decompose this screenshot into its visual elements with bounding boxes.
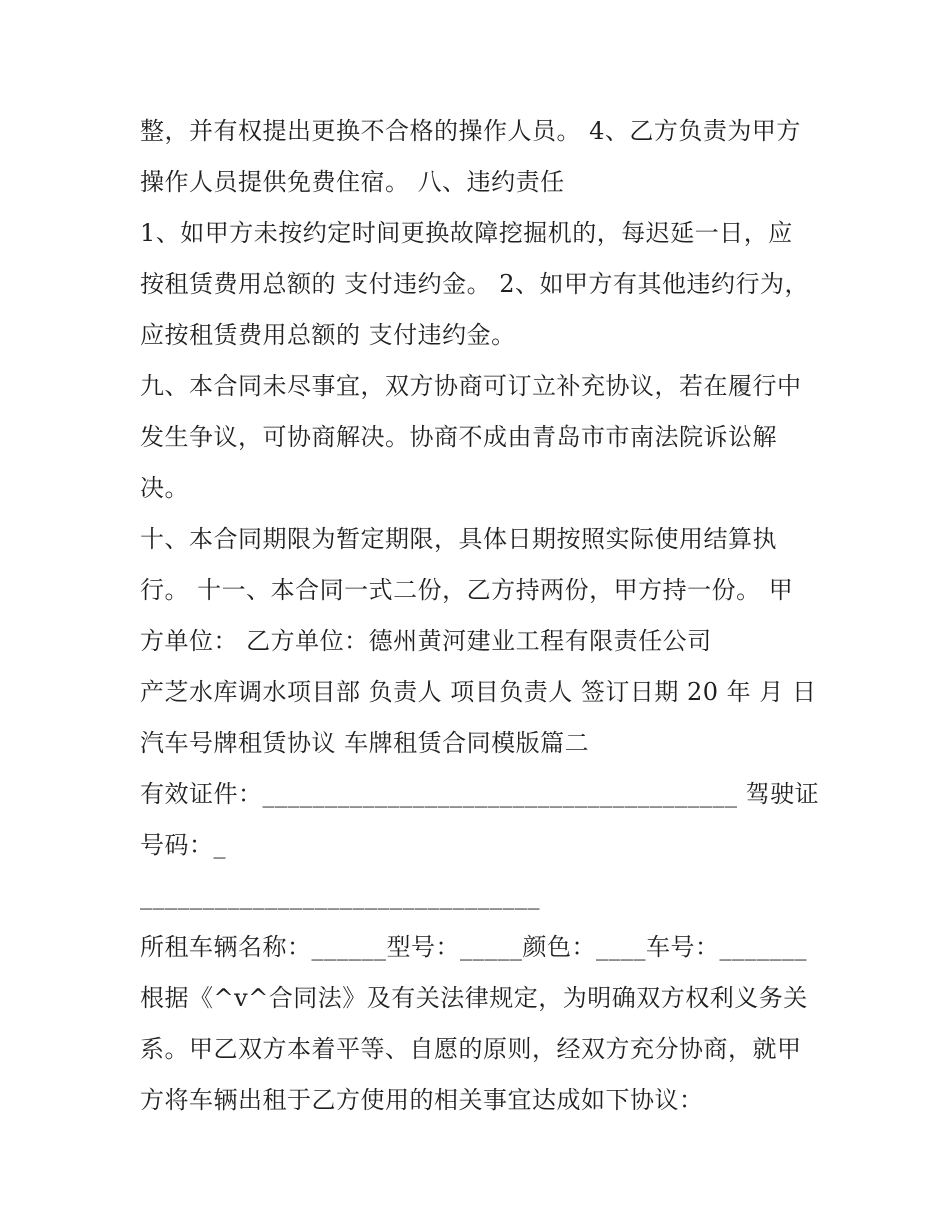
text-line: 方单位： 乙方单位：德州黄河建业工程有限责任公司 bbox=[140, 627, 712, 655]
text-line: 操作人员提供免费住宿。 八、违约责任 bbox=[140, 168, 565, 196]
text-line: 应按租赁费用总额的 支付违约金。 bbox=[140, 321, 516, 349]
text-line: 有效证件：______________________________________ 驾驶证 bbox=[140, 780, 820, 808]
text-line: 决。 bbox=[140, 474, 189, 502]
text-line: 行。 十一、本合同一式二份，乙方持两份，甲方持一份。 甲 bbox=[140, 576, 794, 604]
text-line: 方将车辆出租于乙方使用的相关事宜达成如下协议： bbox=[140, 1086, 704, 1114]
text-line: 汽车号牌租赁协议 车牌租赁合同模版篇二 bbox=[140, 729, 590, 757]
text-line: 号码：_ bbox=[140, 831, 226, 859]
text-line: 发生争议，可协商解决。协商不成由青岛市市南法院诉讼解 bbox=[140, 423, 777, 451]
signature-underline: ________________________________ bbox=[140, 882, 540, 910]
text-line: 十、本合同期限为暂定期限，具体日期按照实际使用结算执 bbox=[140, 525, 777, 553]
text-line: 九、本合同未尽事宜，双方协商可订立补充协议，若在履行中 bbox=[140, 372, 802, 400]
text-line: 系。甲乙双方本着平等、自愿的原则，经双方充分协商，就甲 bbox=[140, 1035, 802, 1063]
contract-text bbox=[140, 106, 820, 1126]
text-line: 根据《^v^合同法》及有关法律规定，为明确双方权利义务关 bbox=[140, 984, 808, 1012]
text-line: 产芝水库调水项目部 负责人 项目负责人 签订日期 20 年 月 日 bbox=[140, 678, 817, 706]
text-line: 整，并有权提出更换不合格的操作人员。 4、乙方负责为甲方 bbox=[140, 117, 801, 145]
text-line: 所租车辆名称：______型号：_____颜色：____车号：_______ bbox=[140, 933, 807, 961]
text-line: 1、如甲方未按约定时间更换故障挖掘机的，每迟延一日，应 bbox=[140, 219, 793, 247]
text-line: 按租赁费用总额的 支付违约金。 2、如甲方有其他违约行为， bbox=[140, 270, 810, 298]
